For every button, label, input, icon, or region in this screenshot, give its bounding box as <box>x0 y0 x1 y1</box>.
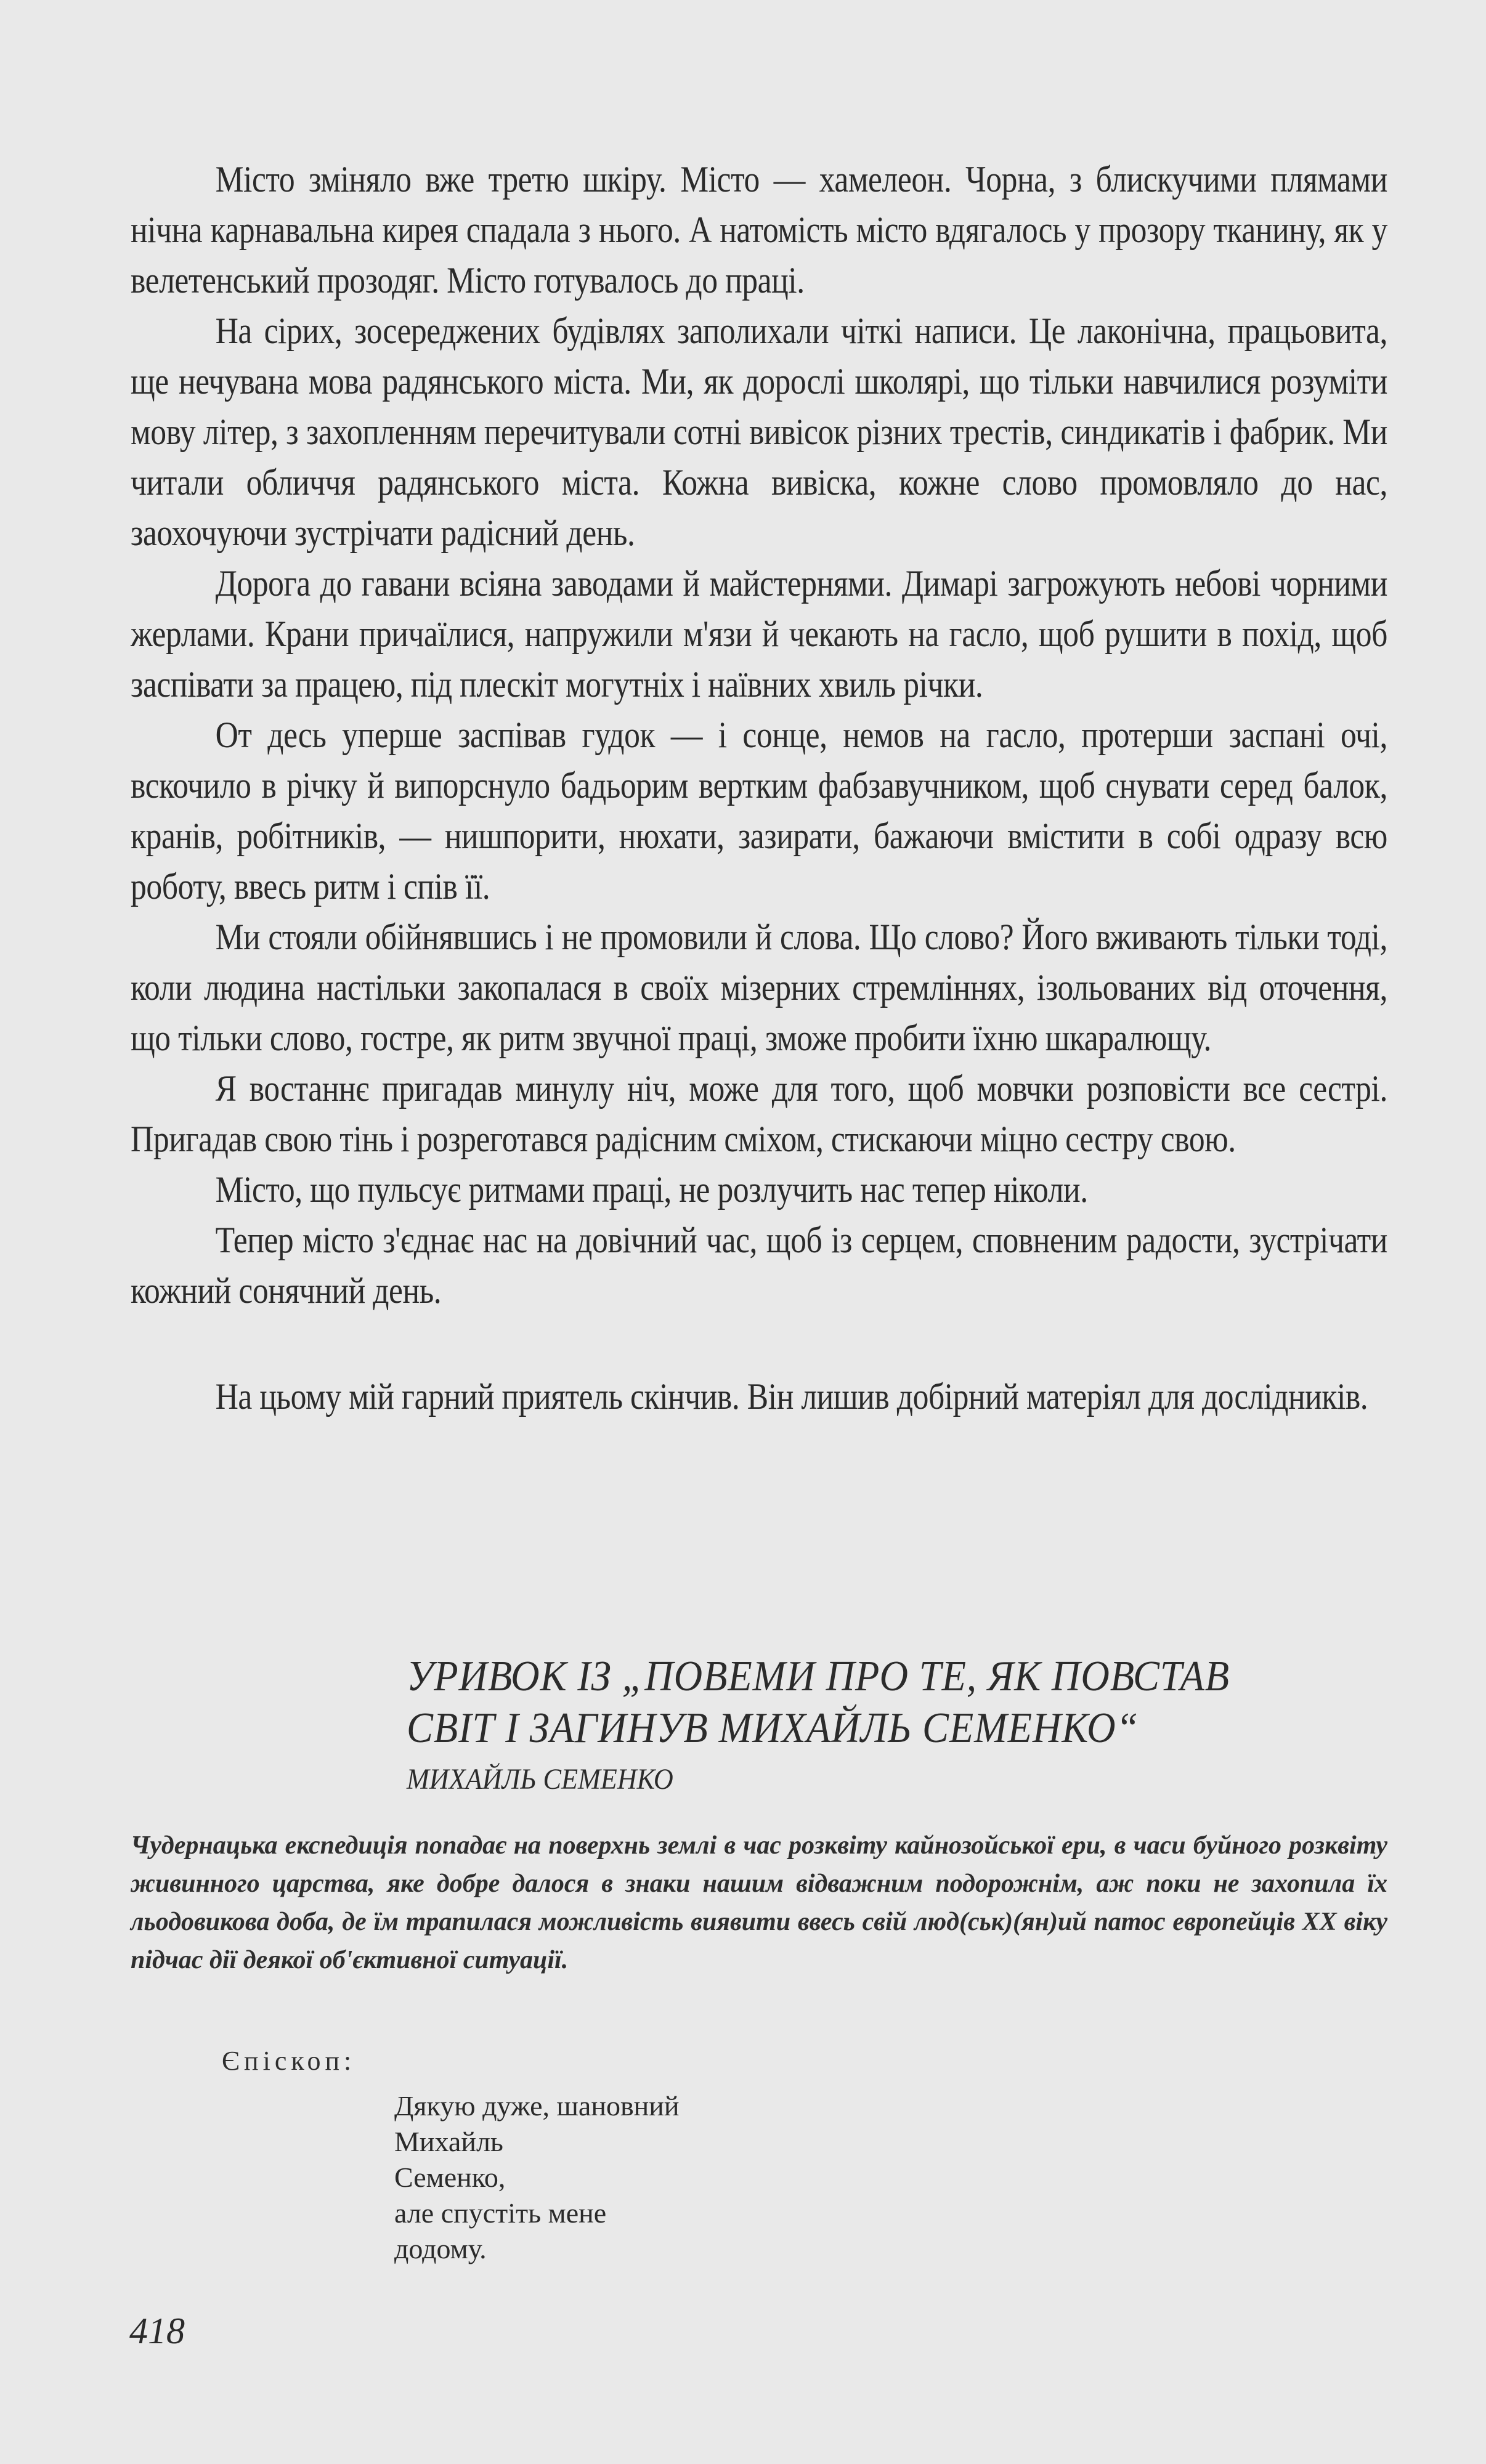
verse-line: додому. <box>394 2233 487 2264</box>
section-author: МИХАЙЛЬ СЕМЕНКО <box>407 1763 673 1796</box>
paragraph: От десь уперше заспівав гудок — і сонце, немов на гасло, протерши заспані очі, вскочило в річку й випорснуло бадьорим вертким фабзавучником, щоб снувати серед балок, кранів, робітників, — нишпорити, нюхати, зазирати, бажаючи вмістити в собі одразу всю роботу, ввесь ритм і спів її. <box>131 715 1387 907</box>
paragraph: Місто зміняло вже третю шкіру. Місто — хамелеон. Чорна, з блискучими плямами нічна карнавальна кирея спадала з нього. А натомість місто вдягалось у прозору тканину, як у велетенський прозодяг. Місто готувалось до праці. <box>131 159 1387 301</box>
section-heading <box>407 1651 1454 1801</box>
verse-line: Семенко, <box>394 2162 506 2193</box>
paragraph: Ми стояли обійнявшись і не промовили й слова. Що слово? Його вживають тільки тоді, коли людина настільки закопалася в своїх мізерних стремліннях, ізольованих від оточення, що тільки слово, гостре, як ритм звучної праці, зможе пробити їхню шкаралющу. <box>131 917 1387 1058</box>
verse-line: Дякую дуже, шановний <box>394 2090 680 2122</box>
section-title-line: УРИВОК ІЗ „ПОВЕМИ ПРО ТЕ, ЯК ПОВСТАВ <box>407 1653 1230 1700</box>
verse-line: але спустіть мене <box>394 2197 607 2229</box>
paragraph: Дорога до гавани всіяна заводами й майстернями. Димарі загрожують небові чорними жерлами. Крани причаїлися, напружили м'язи й чекають на гасло, щоб рушити в похід, щоб заспівати за працею, під плескіт могутніх і наївних хвиль річки. <box>131 563 1387 705</box>
speaker-label: Єпіскоп: <box>222 2046 356 2076</box>
intro-text: Чудернацька експедиція попадає на поверхнь землі в час розквіту кайнозойської ери, в часи буйного розквіту живинного царства, яке добре далося в знаки нашим відважним подорожнім, аж поки не захопила їх льодовикова доба, де їм трапилася можливість виявити ввесь свій люд(ськ)(ян)ий патос европейців XX віку підчас дії деякої об'єктивної ситуації. <box>131 1831 1387 1974</box>
page-number: 418 <box>129 2311 185 2351</box>
paragraph: Я востаннє пригадав минулу ніч, може для того, щоб мовчки розповісти все сестрі. Пригадав свою тінь і розреготався радісним сміхом, стискаючи міцно сестру свою. <box>131 1068 1387 1159</box>
verse-line: Михайль <box>394 2126 503 2157</box>
paragraph: Місто, що пульсує ритмами праці, не розлучить нас тепер ніколи. <box>215 1169 1088 1210</box>
verse-block <box>394 2088 680 2267</box>
section-title-line: СВІТ І ЗАГИНУВ МИХАЙЛЬ СЕМЕНКО“ <box>407 1704 1139 1752</box>
paragraph: На сірих, зосереджених будівлях заполихали чіткі написи. Це лаконічна, працьовита, ще нечувана мова радянського міста. Ми, як дорослі школярі, що тільки навчилися розуміти мову літер, з захопленням перечитували сотні вивісок різних трестів, синдикатів і фабрик. Ми читали обличчя радянського міста. Кожна вивіска, кожне слово промовляло до нас, заохочуючи зустрічати радісний день. <box>131 310 1387 553</box>
prose-body <box>131 154 1387 1422</box>
closing-paragraph: На цьому мій гарний приятель скінчив. Він лишив добірний матеріял для дослідників. <box>215 1376 1368 1417</box>
paragraph: Тепер місто з'єднає нас на довічний час, щоб із серцем, сповненим радости, зустрічати кожний сонячний день. <box>131 1220 1387 1311</box>
section-intro <box>131 1826 1387 1979</box>
